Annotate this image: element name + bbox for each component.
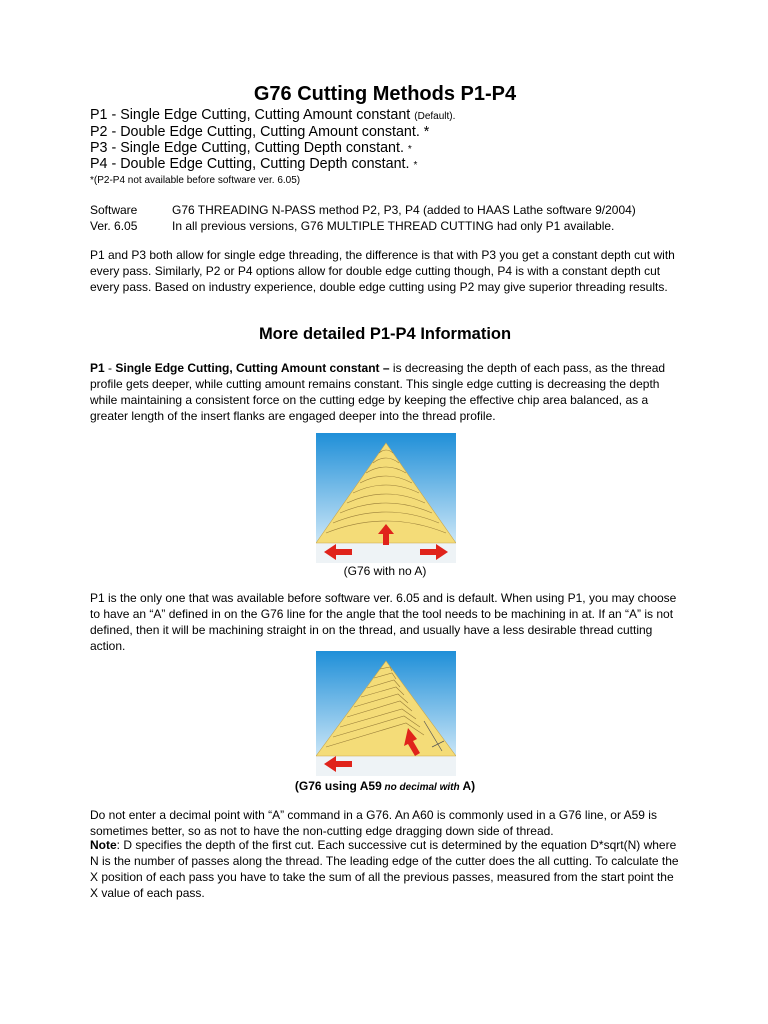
note-paragraph: Note: D specifies the depth of the first cut. Each successive cut is determined by the equation D*sqrt(N) where N is the number of passes along the thread. The leading edge of the cutter does the all cutting. To calculate the X position of each pass you have to take the sum of all the previous passes, measured from the start point the X value of each pass. [90, 838, 679, 900]
thread-figure-angled [316, 651, 456, 776]
footnote: *(P2-P4 not available before software ver. 6.05) [90, 175, 301, 186]
default-note: (Default). [414, 111, 456, 122]
method-p1: P1 - Single Edge Cutting, Cutting Amount constant (Default). [90, 107, 456, 123]
software-row-2: Ver. 6.05 In all previous versions, G76 MULTIPLE THREAD CUTTING had only P1 available. [90, 219, 615, 233]
method-p3: P3 - Single Edge Cutting, Cutting Depth constant. * [90, 140, 412, 156]
figure1-caption: (G76 with no A) [343, 564, 427, 578]
p1-detail-paragraph: P1 - Single Edge Cutting, Cutting Amount constant – is decreasing the depth of each pass, as the thread profile gets deeper, while cutting amount remains constant. This single edge cutting is decreasing the depth while maintaining a consistent force on the cutting edge by keeping the effective chip area balanced, as a greater length of the insert flanks are engaged deeper into the thread profile. [90, 361, 666, 423]
page-title: G76 Cutting Methods P1-P4 [253, 83, 517, 105]
figure2-caption: (G76 using A59 no decimal with A) [294, 779, 476, 793]
decimal-note-paragraph: Do not enter a decimal point with “A” command in a G76. An A60 is commonly used in a G76 line, or A59 is sometimes better, so as not to have the non-cutting edge dragging down side of thread. [90, 808, 657, 838]
section-title: More detailed P1-P4 Information [258, 325, 512, 343]
intro-paragraph: P1 and P3 both allow for single edge threading, the difference is that with P3 you get a constant depth cut with every pass. Similarly, P2 or P4 options allow for double edge cutting though, P4 is with a constant depth cut every pass. Based on industry experience, double edge cutting using P2 may give superior threading results. [90, 248, 675, 294]
p1-note-paragraph: P1 is the only one that was available before software ver. 6.05 and is default. When using P1, you may choose to have an “A” defined in on the G76 line for the angle that the tool needs to be machining in at. If an “A” is not defined, then it will be machining straight in on the thread, and usually have a less desirable thread cutting action. [90, 591, 677, 653]
software-row-1: Software G76 THREADING N-PASS method P2, P3, P4 (added to HAAS Lathe software 9/2004) [90, 203, 636, 217]
method-p4: P4 - Double Edge Cutting, Cutting Depth constant. * [90, 156, 418, 172]
thread-figure-straight [316, 433, 456, 563]
method-p2: P2 - Double Edge Cutting, Cutting Amount constant. * [90, 124, 430, 140]
